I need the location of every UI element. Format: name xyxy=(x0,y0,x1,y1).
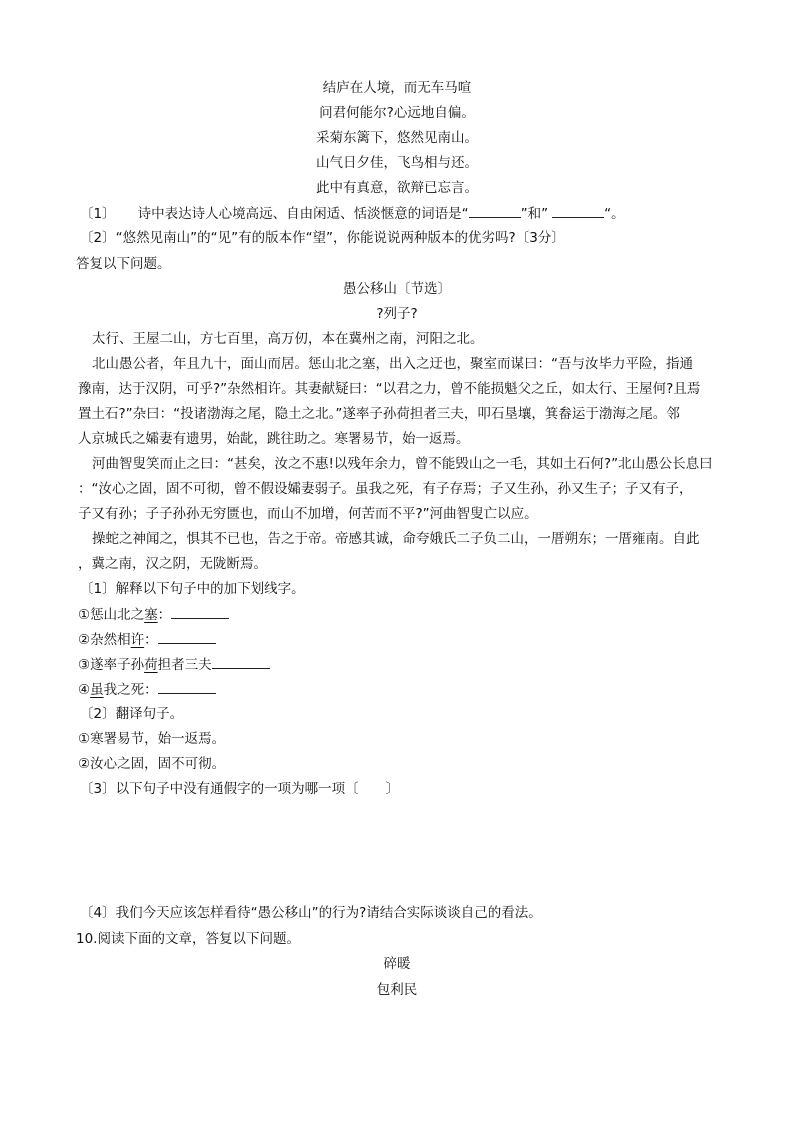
question-number: 〔1〕 xyxy=(80,206,116,222)
passage-line-1: 太行、王屋二山，方七百里，高万仞，本在冀州之南，河阳之北。 xyxy=(92,331,484,347)
item-marker: ④ xyxy=(78,682,91,698)
item-text: 虽我之死： xyxy=(90,682,158,698)
question-3: 〔3〕以下句子中没有通假字的一项为哪一项〔 〕 xyxy=(80,781,400,797)
next-section-author: 包利民 xyxy=(376,982,418,998)
poem-line-3: 采菊东篱下，悠然见南山。 xyxy=(316,130,478,146)
poem-line-1: 结庐在人境，而无车马喧 xyxy=(322,80,472,96)
next-section-instruction: 10.阅读下面的文章，答复以下问题。 xyxy=(76,931,300,947)
question-1-item-4 xyxy=(78,679,216,700)
answer-blank-1[interactable] xyxy=(469,203,521,218)
answer-blank[interactable] xyxy=(212,654,270,669)
poem-question-2: 〔2〕“悠然见南山”的“见”有的版本作“望”，你能说说两种版本的优劣吗?〔3分〕 xyxy=(80,230,565,246)
item-marker: ② xyxy=(78,632,91,648)
passage-line-6: 河曲智叟笑而止之曰：“甚矣，汝之不惠!以残年余力，曾不能毁山之一毛，其如土石何?”北山愚公长息曰 xyxy=(92,456,713,472)
answer-blank[interactable] xyxy=(158,629,216,644)
item-text: 遂率子孙荷担者三夫 xyxy=(90,657,212,673)
passage-line-3: 豫南，达于汉阴，可乎?”杂然相许。其妻献疑曰：“以君之力，曾不能损魁父之丘，如太行、王屋何?且焉 xyxy=(78,381,701,397)
question-text-mid: ”和” xyxy=(520,206,549,222)
passage-line-9: 操蛇之神闻之，惧其不已也，告之于帝。帝感其诚，命夸娥氏二子负二山，一厝朔东；一厝雍南。自此 xyxy=(92,531,700,547)
question-2-item-2 xyxy=(78,754,225,774)
question-1-title: 〔1〕解释以下句子中的加下划线字。 xyxy=(80,581,305,597)
item-text: 汝心之固，固不可彻。 xyxy=(90,756,226,772)
question-1-item-2 xyxy=(78,629,216,650)
answer-blank-2[interactable] xyxy=(552,203,604,218)
item-text: 惩山北之塞： xyxy=(90,607,172,623)
underlined-char: 荷 xyxy=(144,657,158,673)
instruction: 答复以下问题。 xyxy=(76,256,171,272)
underlined-char: 塞 xyxy=(144,607,158,623)
poem-line-2: 问君何能尔?心远地自偏。 xyxy=(319,105,475,121)
passage-line-5: 人京城氏之孀妻有遗男，始龀，跳往助之。寒署易节，始一返焉。 xyxy=(78,431,470,447)
passage-line-7: ：“汝心之固，固不可彻，曾不假设孀妻弱子。虽我之死，有子存焉；子又生孙，孙又生子；子又有子， xyxy=(78,481,693,497)
underlined-char: 虽 xyxy=(90,682,104,698)
item-marker: ② xyxy=(78,756,91,772)
question-1-item-1 xyxy=(78,604,229,625)
poem-line-4: 山气日夕佳，飞鸟相与还。 xyxy=(316,155,478,171)
answer-blank[interactable] xyxy=(158,679,216,694)
item-marker: ① xyxy=(78,731,91,747)
item-text: 杂然相许： xyxy=(90,632,158,648)
question-2-title: 〔2〕翻译句子。 xyxy=(80,706,184,722)
passage-line-10: ，冀之南，汉之阴，无陇断焉。 xyxy=(78,556,267,572)
item-marker: ① xyxy=(78,607,91,623)
question-1-item-3 xyxy=(78,654,270,675)
question-2-item-1 xyxy=(78,729,225,749)
item-text: 寒署易节，始一返焉。 xyxy=(90,731,226,747)
next-section-title: 碎暖 xyxy=(383,956,411,972)
question-text: 诗中表达诗人心境高远、自由闲适、恬淡惬意的词语是“ xyxy=(137,206,469,222)
passage-author: ?列子? xyxy=(376,306,418,322)
question-4: 〔4〕我们今天应该怎样看待“愚公移山”的行为?请结合实际谈谈自己的看法。 xyxy=(80,905,542,921)
item-marker: ③ xyxy=(78,657,91,673)
passage-line-4: 置土石?”杂曰：“投诸渤海之尾，隐土之北。”遂率子孙荷担者三夫，叩石垦壤，箕畚运于渤海之尾。邻 xyxy=(78,406,680,422)
passage-line-8: 子又有孙；子子孙孙无穷匮也，而山不加增，何苦而不平?”河曲智叟亡以应。 xyxy=(78,506,538,522)
answer-blank[interactable] xyxy=(171,604,229,619)
passage-line-2: 北山愚公者，年且九十，面山而居。惩山北之塞，出入之迂也，聚室而谋曰：“吾与汝毕力平险，指通 xyxy=(92,356,693,372)
underlined-char: 许 xyxy=(130,632,145,648)
passage-title: 愚公移山〔节选〕 xyxy=(343,281,451,297)
question-text-end: “。 xyxy=(604,206,625,222)
poem-question-1 xyxy=(80,203,625,224)
poem-line-5: 此中有真意，欲辩已忘言。 xyxy=(316,180,478,196)
